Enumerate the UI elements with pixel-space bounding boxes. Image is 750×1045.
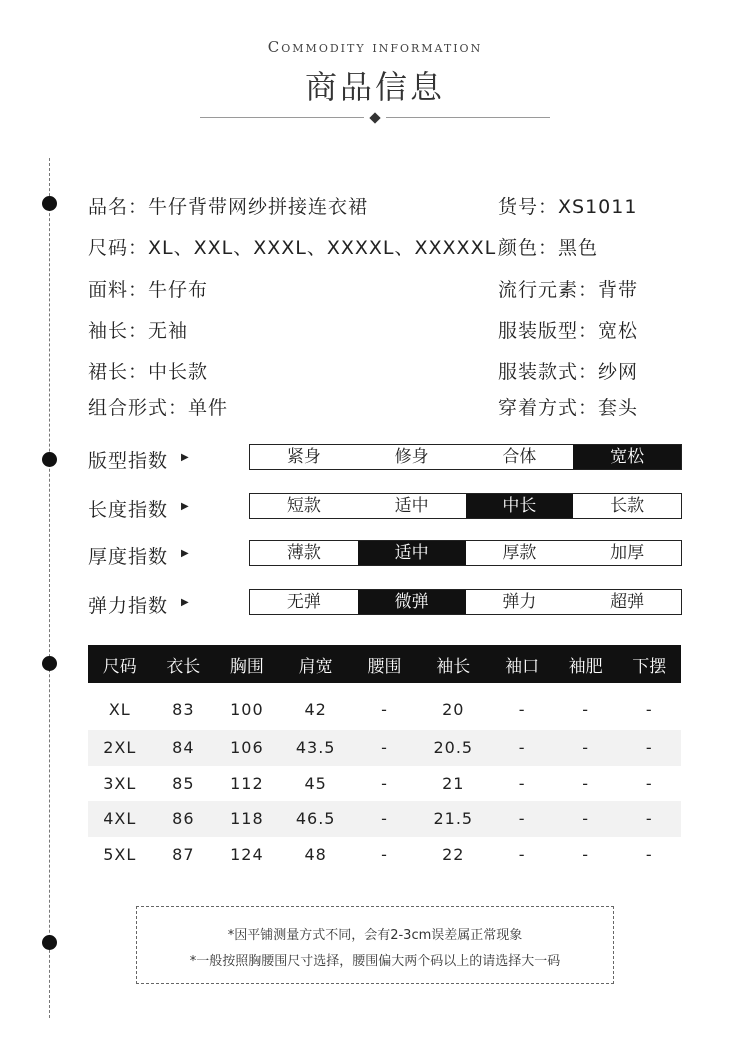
header-title-en: Commodity information [267, 38, 483, 56]
info-color: 颜色：黑色 [498, 237, 599, 259]
table-header-cell: 胸围 [215, 645, 279, 683]
table-cell: - [381, 844, 388, 864]
info-sizes: 尺码：XL、XXL、XXXL、XXXXL、XXXXXL [88, 237, 497, 259]
info-item-no: 货号：XS1011 [498, 196, 638, 218]
table-cell: 106 [215, 730, 279, 766]
table-cell: - [518, 699, 526, 719]
play-arrow-icon: ▶ [181, 597, 189, 608]
timeline-dot-icon [42, 935, 57, 950]
table-cell: 124 [230, 844, 264, 864]
table-cell: 87 [172, 844, 195, 864]
table-cell: - [518, 844, 526, 864]
index-option-selected: 宽松 [573, 445, 681, 469]
play-arrow-icon: ▶ [181, 452, 189, 463]
index-option: 超弹 [610, 592, 645, 612]
play-arrow-icon: ▶ [181, 501, 189, 512]
table-row [88, 683, 681, 730]
note-line-1: *因平铺测量方式不同，会有2-3cm误差属正常现象 [227, 928, 523, 943]
table-row [88, 801, 681, 837]
table-header-cell: 袖长 [416, 645, 490, 683]
table-cell: - [353, 801, 417, 837]
index-label-elasticity: 弹力指数 [88, 595, 169, 617]
table-cell: - [381, 699, 388, 719]
table-cell: 20.5 [416, 730, 490, 766]
index-option: 紧身 [286, 447, 321, 467]
table-cell: 100 [230, 699, 264, 719]
info-combination: 组合形式：单件 [88, 397, 229, 419]
index-label-fit: 版型指数 [88, 450, 169, 472]
index-option: 加厚 [610, 543, 645, 563]
table-header-cell: 袖肥 [554, 645, 618, 683]
table-cell: 2XL [88, 730, 152, 766]
table-header-cell: 下摆 [617, 645, 681, 683]
info-style: 服装款式：纱网 [498, 361, 639, 383]
index-option: 厚款 [502, 543, 537, 563]
table-cell: 21 [442, 773, 465, 793]
info-trend: 流行元素：背带 [498, 279, 639, 301]
table-header-cell: 肩宽 [279, 645, 353, 683]
table-header-cell: 腰围 [353, 645, 417, 683]
index-option: 合体 [502, 447, 537, 467]
info-sleeve: 袖长：无袖 [88, 320, 189, 342]
table-cell: 48 [304, 844, 327, 864]
index-option: 短款 [286, 496, 321, 516]
table-cell: - [582, 844, 590, 864]
table-cell: - [645, 844, 653, 864]
index-option: 无弹 [286, 592, 321, 612]
table-cell: - [554, 730, 618, 766]
index-option: 长款 [610, 496, 645, 516]
table-cell: 112 [230, 773, 264, 793]
index-option: 适中 [394, 496, 429, 516]
table-header-cell: 袖口 [490, 645, 554, 683]
table-cell: 86 [152, 801, 216, 837]
table-cell: - [518, 773, 526, 793]
table-cell: 4XL [88, 801, 152, 837]
info-fit-type: 服装版型：宽松 [498, 320, 639, 342]
table-cell: - [381, 773, 388, 793]
table-cell: 83 [172, 699, 195, 719]
header-diamond-icon [369, 112, 380, 123]
note-box [136, 906, 614, 984]
table-cell: 43.5 [279, 730, 353, 766]
header-rule-right [386, 117, 550, 118]
index-option-selected: 中长 [466, 494, 574, 518]
index-label-length: 长度指数 [88, 499, 169, 521]
table-cell: - [645, 773, 653, 793]
size-table [88, 645, 681, 872]
table-cell: 3XL [103, 773, 137, 793]
table-row [88, 730, 681, 766]
timeline-dot-icon [42, 452, 57, 467]
info-wear-style: 穿着方式：套头 [498, 397, 639, 419]
table-cell: - [490, 801, 554, 837]
table-row [88, 766, 681, 802]
play-arrow-icon: ▶ [181, 548, 189, 559]
table-cell: - [645, 699, 653, 719]
timeline-dot-icon [42, 656, 57, 671]
info-fabric: 面料：牛仔布 [88, 279, 209, 301]
table-cell: 85 [172, 773, 195, 793]
index-bar-elasticity [249, 589, 682, 615]
table-cell: - [582, 773, 590, 793]
header-rule-left [200, 117, 364, 118]
index-option-selected: 适中 [358, 541, 466, 565]
table-header-cell: 衣长 [152, 645, 216, 683]
table-cell: 22 [442, 844, 465, 864]
info-name: 品名：牛仔背带网纱拼接连衣裙 [88, 196, 369, 218]
table-cell: - [490, 730, 554, 766]
index-option: 修身 [394, 447, 429, 467]
table-cell: 118 [215, 801, 279, 837]
info-skirt-length: 裙长：中长款 [88, 361, 209, 383]
index-option: 弹力 [502, 592, 537, 612]
table-cell: 20 [442, 699, 465, 719]
table-cell: - [617, 801, 681, 837]
index-bar-fit [249, 444, 682, 470]
timeline-dot-icon [42, 196, 57, 211]
table-cell: 45 [304, 773, 327, 793]
index-bar-thickness [249, 540, 682, 566]
table-cell: 84 [152, 730, 216, 766]
table-row [88, 837, 681, 873]
index-bar-length [249, 493, 682, 519]
table-cell: 42 [304, 699, 327, 719]
header-title-cn: 商品信息 [304, 68, 445, 106]
index-option: 薄款 [286, 543, 321, 563]
note-line-2: *一般按照胸腰围尺寸选择，腰围偏大两个码以上的请选择大一码 [189, 954, 561, 969]
timeline-line [49, 158, 50, 1018]
table-cell: - [617, 730, 681, 766]
table-cell: 5XL [103, 844, 137, 864]
table-cell: 46.5 [279, 801, 353, 837]
table-cell: XL [108, 699, 131, 719]
table-header-row [88, 645, 681, 683]
table-cell: - [554, 801, 618, 837]
index-label-thickness: 厚度指数 [88, 546, 169, 568]
table-cell: 21.5 [416, 801, 490, 837]
table-header-cell: 尺码 [88, 645, 152, 683]
table-cell: - [582, 699, 590, 719]
table-cell: - [353, 730, 417, 766]
index-option-selected: 微弹 [358, 590, 466, 614]
